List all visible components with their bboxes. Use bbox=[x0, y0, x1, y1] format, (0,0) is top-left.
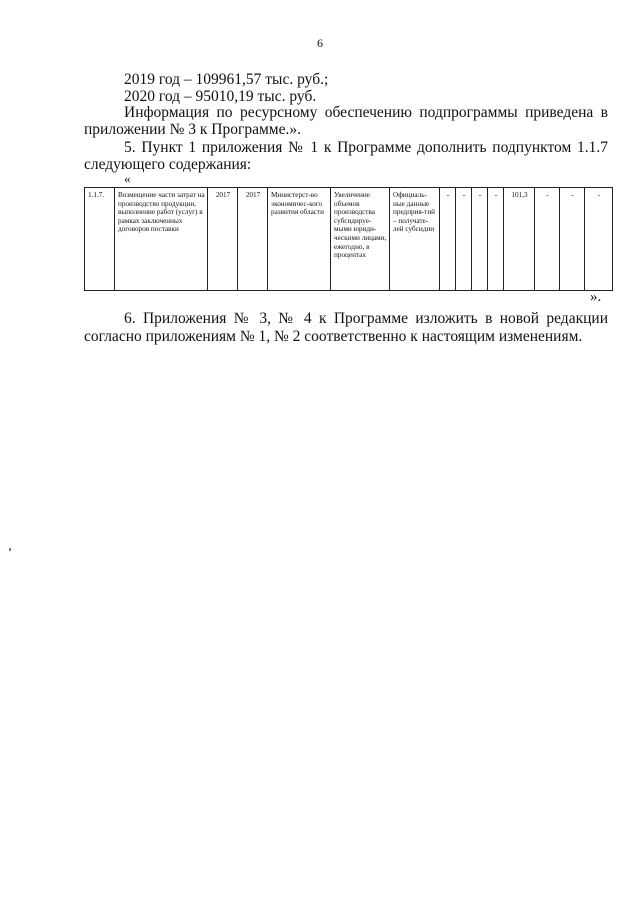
item-6-line-1: 6. Приложения № 3, № 4 к Программе изложить в новой редакции bbox=[124, 310, 608, 327]
cell-end-year: 2017 bbox=[238, 188, 268, 291]
item-5-line-2: следующего содержания: bbox=[84, 156, 252, 173]
cell-value-2: - bbox=[456, 188, 472, 291]
cell-value-5: 101,3 bbox=[504, 188, 535, 291]
resource-info-line-2: приложении № 3 к Программе.». bbox=[84, 121, 301, 138]
funding-2019-line: 2019 год – 109961,57 тыс. руб.; bbox=[124, 71, 329, 88]
resource-info-line-1: Информация по ресурсному обеспечению подпрограммы приведена в bbox=[124, 104, 608, 121]
scan-mark bbox=[9, 548, 11, 551]
funding-2020-line: 2020 год – 95010,19 тыс. руб. bbox=[124, 88, 317, 105]
insertion-table bbox=[84, 187, 613, 291]
item-6-line-2: согласно приложениям № 1, № 2 соответственно к настоящим изменениям. bbox=[84, 328, 583, 345]
cell-value-4: - bbox=[488, 188, 504, 291]
cell-number: 1.1.7. bbox=[85, 188, 115, 291]
closing-quote: ». bbox=[590, 289, 602, 305]
cell-value-3: - bbox=[472, 188, 488, 291]
cell-start-year: 2017 bbox=[208, 188, 238, 291]
opening-quote: « bbox=[124, 171, 131, 186]
item-5-line-1: 5. Пункт 1 приложения № 1 к Программе дополнить подпунктом 1.1.7 bbox=[124, 139, 608, 156]
cell-executor: Министерст-во экономичес-кого развития области bbox=[268, 188, 331, 291]
cell-value-7: - bbox=[560, 188, 585, 291]
cell-value-6: - bbox=[535, 188, 560, 291]
cell-measure: Возмещение части затрат на производство продукции, выполнение работ (услуг) в рамках заключенных договоров поставки bbox=[115, 188, 208, 291]
cell-value-8: - bbox=[585, 188, 613, 291]
cell-value-1: - bbox=[440, 188, 456, 291]
cell-indicator: Увеличение объемов производства субсидируе-мыми юриди-ческими лицами, ежегодно, в процентах bbox=[331, 188, 390, 291]
table-row bbox=[85, 188, 613, 291]
page-number: 6 bbox=[317, 36, 323, 50]
cell-source: Официаль-ные данные предприя-тий – получате-лей субсидии bbox=[390, 188, 440, 291]
